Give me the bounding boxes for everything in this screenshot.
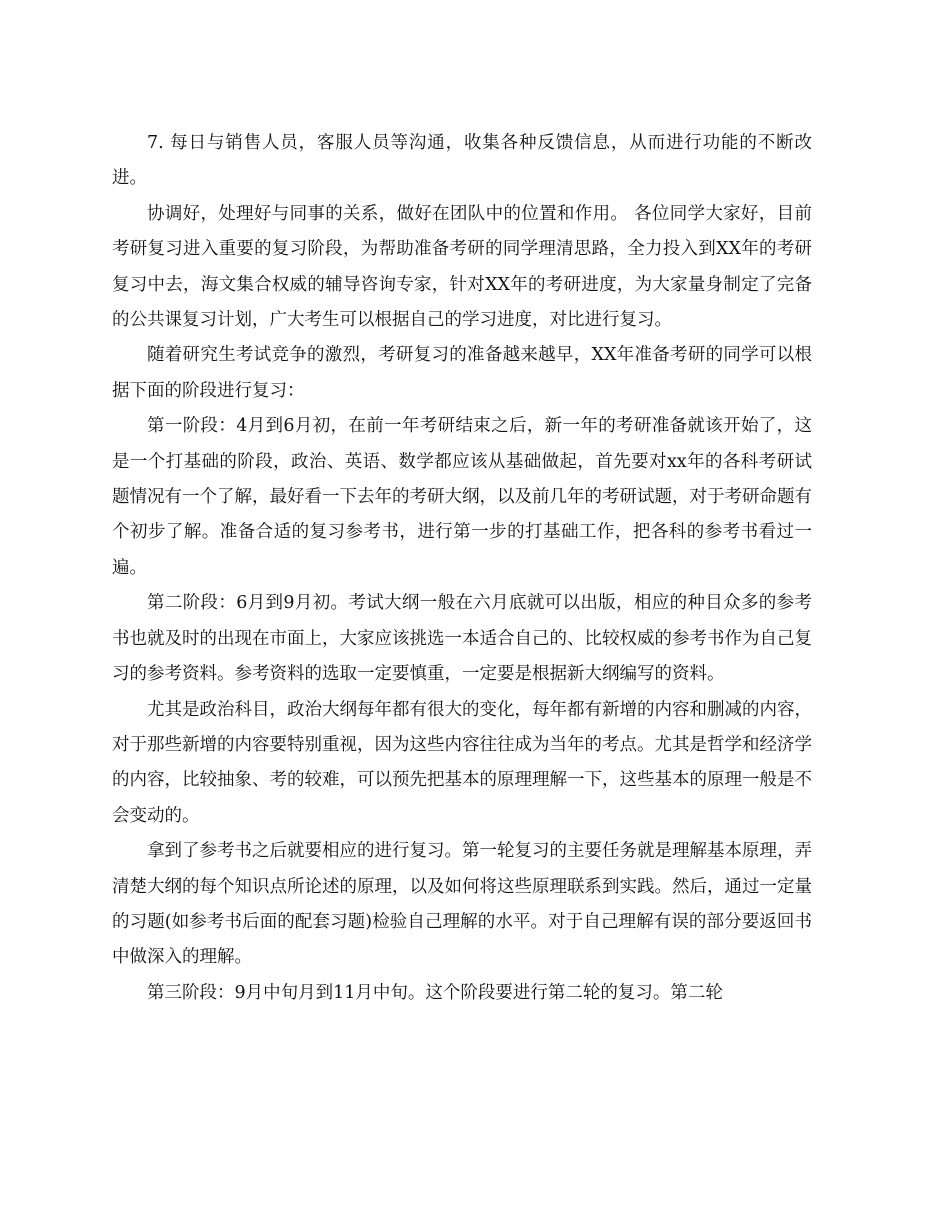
paragraph-7: 拿到了参考书之后就要相应的进行复习。第一轮复习的主要任务就是理解基本原理，弄清楚大纲的每个知识点所论述的原理，以及如何将这些原理联系到实践。然后，通过一定量的习题(如参考书后面的配套习题)检验自己理解的水平。对于自己理解有误的部分要返回书中做深入的理解。 [112, 841, 812, 968]
paragraph-5: 第二阶段：6月到9月初。考试大纲一般在六月底就可以出版，相应的种目众多的参考书也就及时的出现在市面上，大家应该挑选一本适合自己的、比较权威的参考书作为自己复习的参考资料。参考资料的选取一定要慎重，一定要是根据新大纲编写的资料。 [112, 593, 812, 685]
paragraph-6: 尤其是政治科目，政治大纲每年都有很大的变化，每年都有新增的内容和删减的内容，对于那些新增的内容要特别重视，因为这些内容往往成为当年的考点。尤其是哲学和经济学的内容，比较抽象、考的较难，可以预先把基本的原理理解一下，这些基本的原理一般是不会变动的。 [112, 699, 812, 826]
paragraph-4: 第一阶段：4月到6月初，在前一年考研结束之后，新一年的考研准备就该开始了，这是一个打基础的阶段，政治、英语、数学都应该从基础做起，首先要对xx年的各科考研试题情况有一个了解，最好看一下去年的考研大纲，以及前几年的考研试题，对于考研命题有个初步了解。准备合适的复习参考书，进行第一步的打基础工作，把各科的参考书看过一遍。 [112, 416, 812, 578]
paragraph-1: 7. 每日与销售人员，客服人员等沟通，收集各种反馈信息，从而进行功能的不断改进。 [112, 133, 812, 189]
paragraph-3: 随着研究生考试竞争的激烈，考研复习的准备越来越早，XX年准备考研的同学可以根据下面的阶段进行复习： [112, 345, 812, 401]
paragraph-2: 协调好，处理好与同事的关系，做好在团队中的位置和作用。 各位同学大家好，目前考研复习进入重要的复习阶段，为帮助准备考研的同学理清思路，全力投入到XX年的考研复习中去，海文集合权威的辅导咨询专家，针对XX年的考研进度，为大家量身制定了完备的公共课复习计划，广大考生可以根据自己的学习进度，对比进行复习。 [112, 203, 812, 331]
document-body [112, 126, 812, 1011]
paragraph-8: 第三阶段：9月中旬月到11月中旬。这个阶段要进行第二轮的复习。第二轮 [147, 982, 723, 1003]
